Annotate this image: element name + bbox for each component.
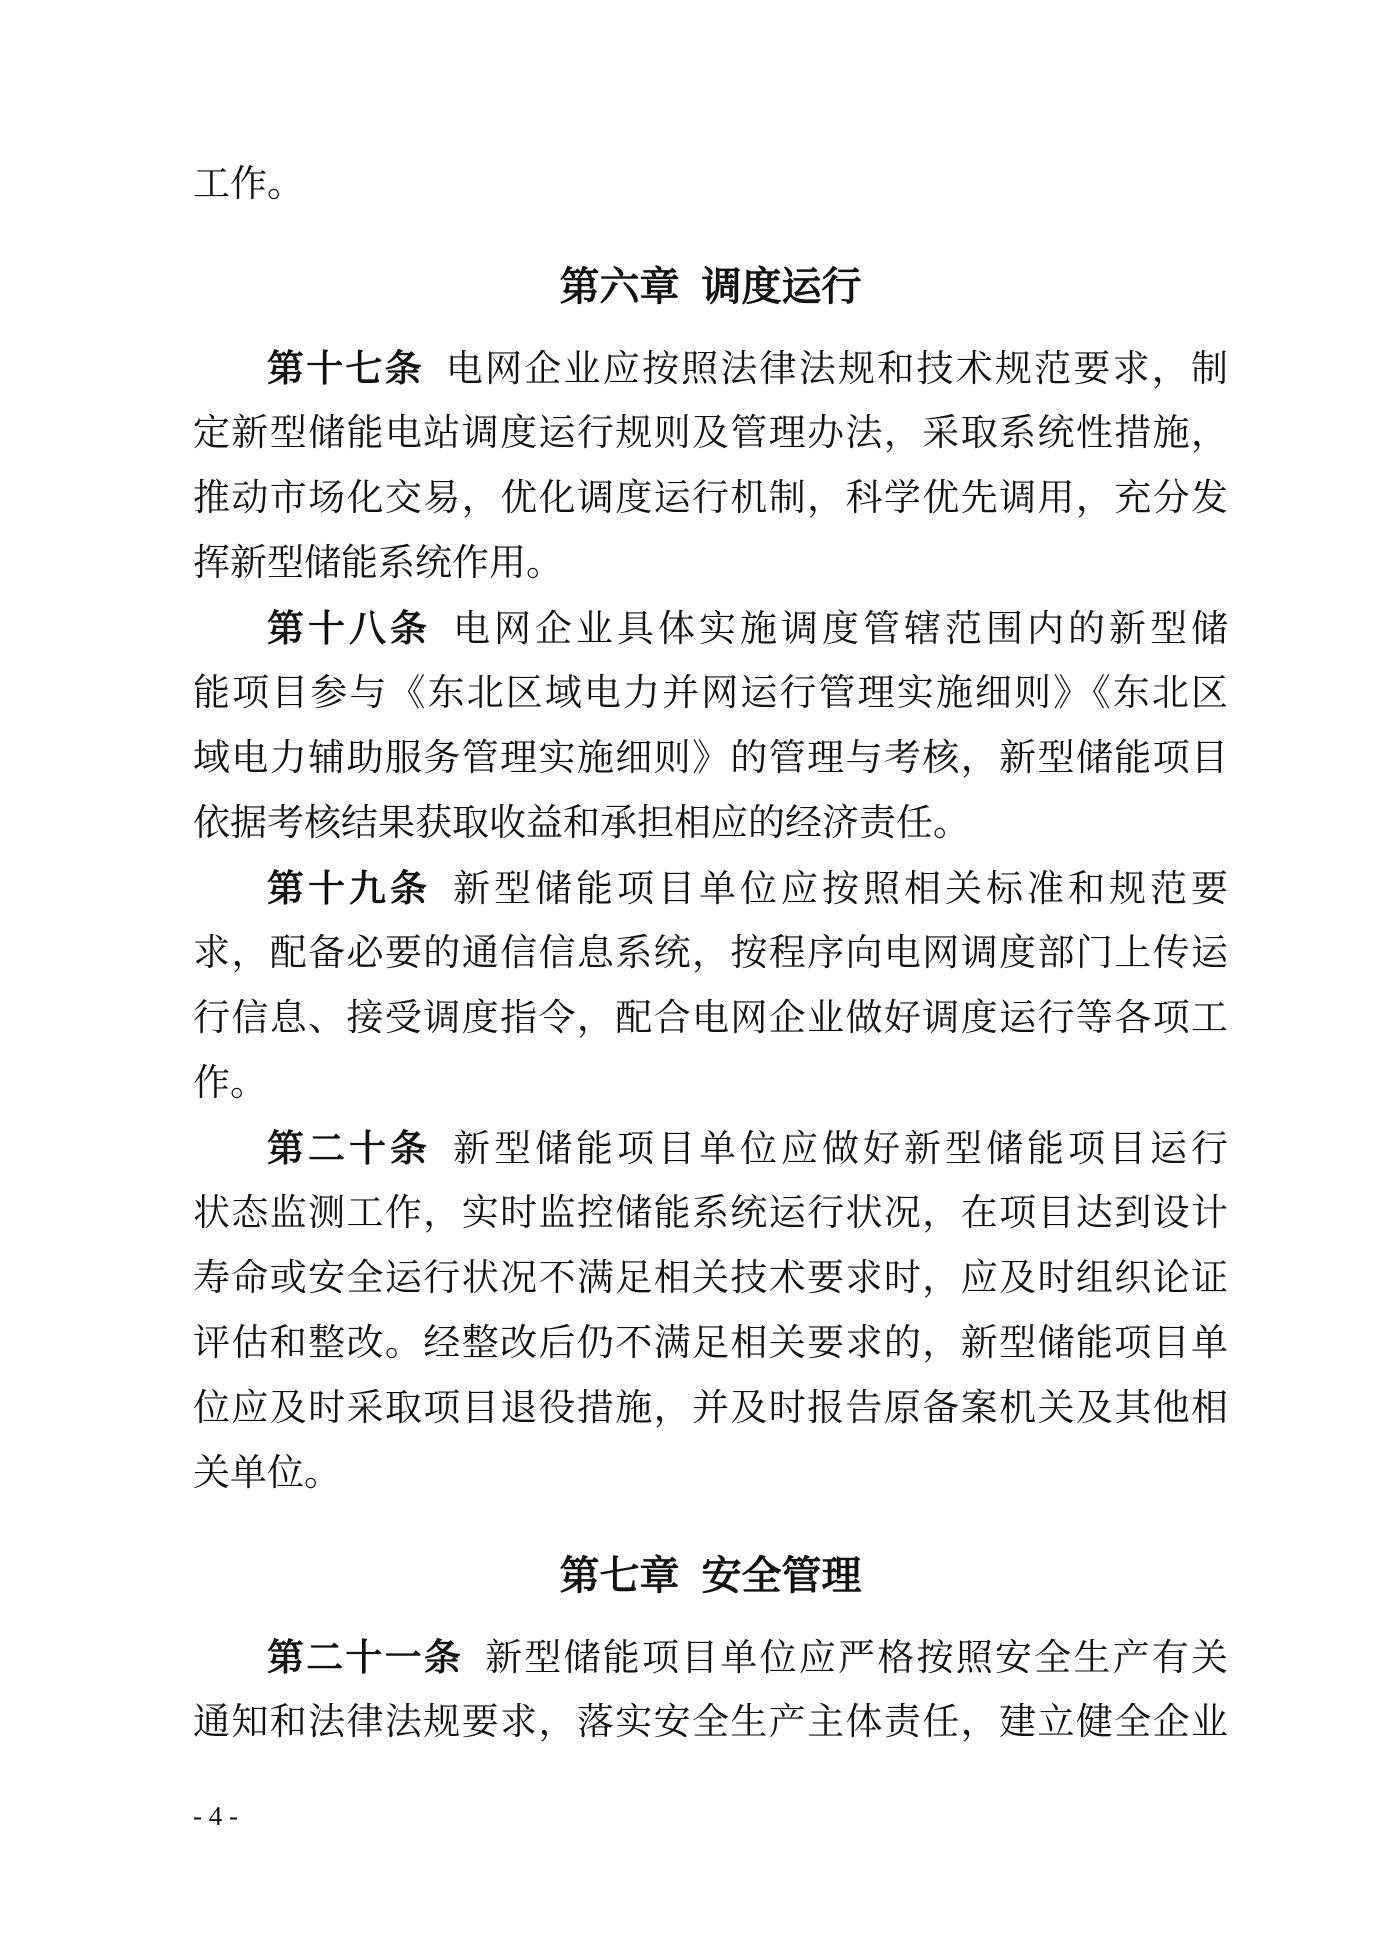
article-20-line-3: 寿命或安全运行状况不满足相关技术要求时，应及时组织论证 [193, 1258, 1228, 1299]
chapter-7-number: 第七章 [559, 1554, 680, 1598]
article-19-line-3: 行信息、接受调度指令，配合电网企业做好调度运行等各项工 [193, 998, 1228, 1039]
article-19 [193, 856, 1228, 1116]
article-19-line-1 [193, 856, 1228, 921]
article-19-line-4: 作。 [193, 1063, 267, 1104]
article-17 [193, 336, 1228, 596]
article-20-line-4: 评估和整改。经整改后仍不满足相关要求的，新型储能项目单 [193, 1323, 1228, 1364]
article-17-line-1 [193, 336, 1228, 401]
article-17-line-2: 定新型储能电站调度运行规则及管理办法，采取系统性措施， [193, 413, 1228, 454]
page-number: - 4 - [193, 1801, 238, 1831]
article-18-term: 第十八条 [267, 608, 431, 649]
article-18-line-3: 域电力辅助服务管理实施细则》的管理与考核，新型储能项目 [193, 738, 1228, 779]
article-17-text: 电网企业应按照法律法规和技术规范要求，制 [445, 349, 1228, 390]
article-17-line-4: 挥新型储能系统作用。 [193, 543, 563, 584]
article-20-line-2: 状态监测工作，实时监控储能系统运行状况，在项目达到设计 [193, 1193, 1228, 1234]
article-18-line-2: 能项目参与《东北区域电力并网运行管理实施细则》《东北区 [193, 673, 1228, 714]
article-20-line-5: 位应及时采取项目退役措施，并及时报告原备案机关及其他相 [193, 1388, 1228, 1429]
article-21-line-2: 通知和法律法规要求，落实安全生产主体责任，建立健全企业 [193, 1702, 1228, 1743]
article-17-line-3: 推动市场化交易，优化调度运行机制，科学优先调用，充分发 [193, 478, 1228, 519]
article-17-term: 第十七条 [267, 348, 424, 389]
article-21-term: 第二十一条 [267, 1637, 464, 1678]
chapter-7-title: 安全管理 [701, 1554, 862, 1598]
article-20 [193, 1116, 1228, 1506]
article-19-line-2: 求，配备必要的通信信息系统，按程序向电网调度部门上传运 [193, 933, 1228, 974]
article-21 [193, 1625, 1228, 1755]
article-18 [193, 596, 1228, 856]
article-20-term: 第二十条 [267, 1128, 431, 1169]
article-21-text: 新型储能项目单位应严格按照安全生产有关 [485, 1638, 1228, 1679]
article-20-line-6: 关单位。 [193, 1453, 341, 1494]
page-body [193, 152, 1228, 1755]
chapter-6-title: 调度运行 [701, 265, 862, 309]
chapter-6-number: 第六章 [559, 265, 680, 309]
carryover-line: 工作。 [193, 164, 304, 205]
article-18-text: 电网企业具体实施调度管辖范围内的新型储 [453, 609, 1228, 650]
article-19-text: 新型储能项目单位应按照相关标准和规范要 [453, 869, 1228, 910]
article-18-line-1 [193, 596, 1228, 661]
article-18-line-4: 依据考核结果获取收益和承担相应的经济责任。 [193, 803, 970, 844]
chapter-6-heading [193, 255, 1228, 320]
article-21-line-1 [193, 1625, 1228, 1690]
article-19-term: 第十九条 [267, 868, 431, 909]
article-20-text: 新型储能项目单位应做好新型储能项目运行 [453, 1129, 1228, 1170]
chapter-7-heading [193, 1544, 1228, 1609]
article-20-line-1 [193, 1116, 1228, 1181]
